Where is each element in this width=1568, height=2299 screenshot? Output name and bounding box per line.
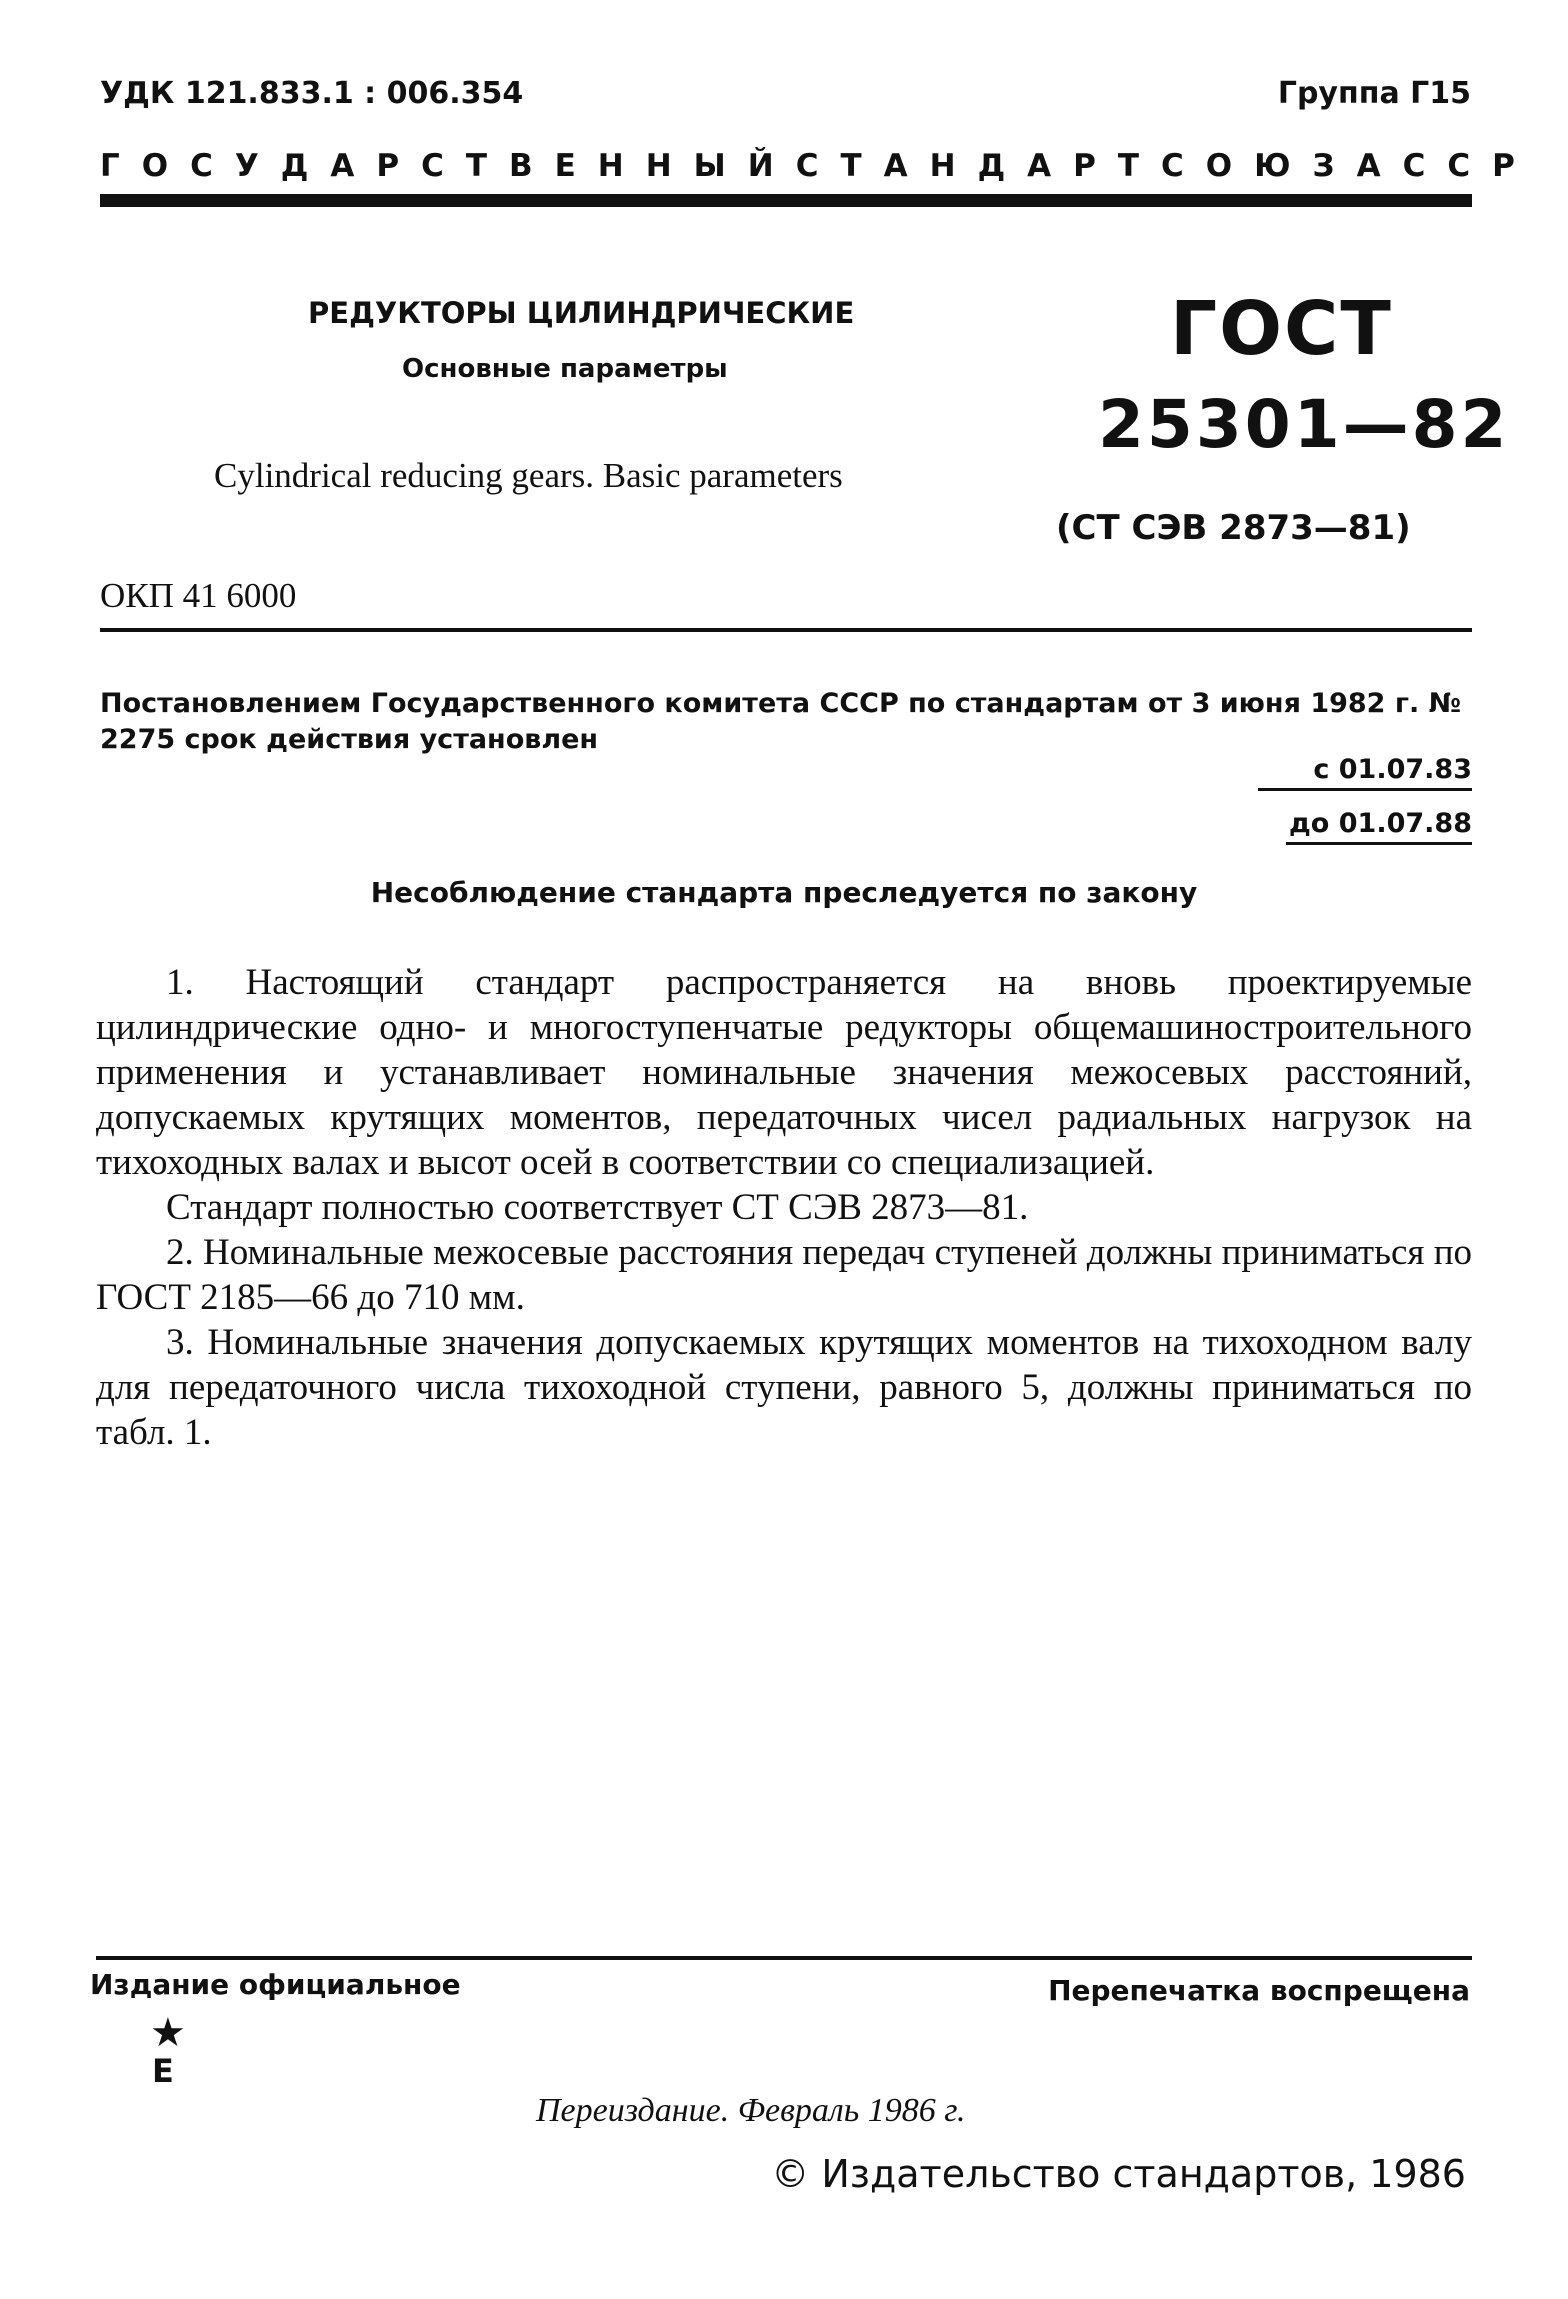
decree-text: Постановлением Государственного комитета СССР по стандартам от 3 июня 1982 г. № 2275 срок действия установлен — [100, 688, 1462, 755]
header-rule — [100, 194, 1472, 207]
paragraph-compliance: Стандарт полностью соответствует СТ СЭВ 2873—81. — [166, 1187, 1029, 1228]
standard-name-en: Cylindrical reducing gears. Basic parameters — [214, 456, 843, 495]
body-text — [96, 960, 1472, 1455]
date-rule — [1258, 788, 1472, 791]
title-rule — [100, 628, 1472, 632]
valid-from-date: с 01.07.83 — [1313, 754, 1472, 785]
date-rule — [1286, 842, 1472, 845]
title-word-3: СОЮЗА — [1161, 148, 1403, 184]
legal-notice: Несоблюдение стандарта преследуется по закону — [370, 876, 1198, 909]
footer-rule — [96, 1956, 1472, 1960]
okp-code: ОКП 41 6000 — [100, 576, 297, 615]
edition-label: Издание официальное — [90, 1968, 461, 2001]
standard-name-ru: РЕДУКТОРЫ ЦИЛИНДРИЧЕСКИЕ — [308, 296, 855, 330]
gost-number: 25301—82 — [1098, 386, 1510, 463]
title-word-2: СТАНДАРТ — [795, 148, 1162, 184]
title-word-1: ГОСУДАРСТВЕННЫЙ — [100, 148, 796, 184]
edition-letter: Е — [152, 2052, 174, 2090]
gost-label: ГОСТ — [1170, 286, 1393, 372]
standard-subtitle-ru: Основные параметры — [402, 354, 728, 384]
valid-to-date: до 01.07.88 — [1289, 808, 1472, 839]
group-code: Группа Г15 — [1277, 76, 1471, 111]
paragraph-2: 2. Номинальные межосевые расстояния передач ступеней должны приниматься по ГОСТ 2185—66 до 710 мм. — [96, 1232, 1472, 1318]
title-band — [100, 148, 1537, 184]
star-icon: ★ — [150, 2010, 186, 2056]
udk-code: УДК 121.833.1 : 006.354 — [100, 76, 524, 111]
reissue-note: Переиздание. Февраль 1986 г. — [536, 2092, 966, 2129]
title-word-4: ССР — [1402, 148, 1537, 184]
reprint-notice: Перепечатка воспрещена — [1048, 1974, 1470, 2007]
paragraph-3: 3. Номинальные значения допускаемых крутящих моментов на тихоходном валу для передаточного числа тихоходной ступени, равного 5, должны приниматься по табл. 1. — [96, 1322, 1472, 1453]
publisher-copyright: © Издательство стандартов, 1986 — [771, 2152, 1466, 2196]
st-sev-reference: (СТ СЭВ 2873—81) — [1056, 508, 1411, 548]
paragraph-1: 1. Настоящий стандарт распространяется на вновь проектируемые цилиндрические одно- и многоступенчатые редукторы общемашиностроительного применения и устанавливает номинальные значения межосевых расстояний, допускаемых крутящих моментов, передаточных чисел радиальных нагрузок на тихоходных валах и высот осей в соответствии со специализацией. — [96, 962, 1472, 1183]
